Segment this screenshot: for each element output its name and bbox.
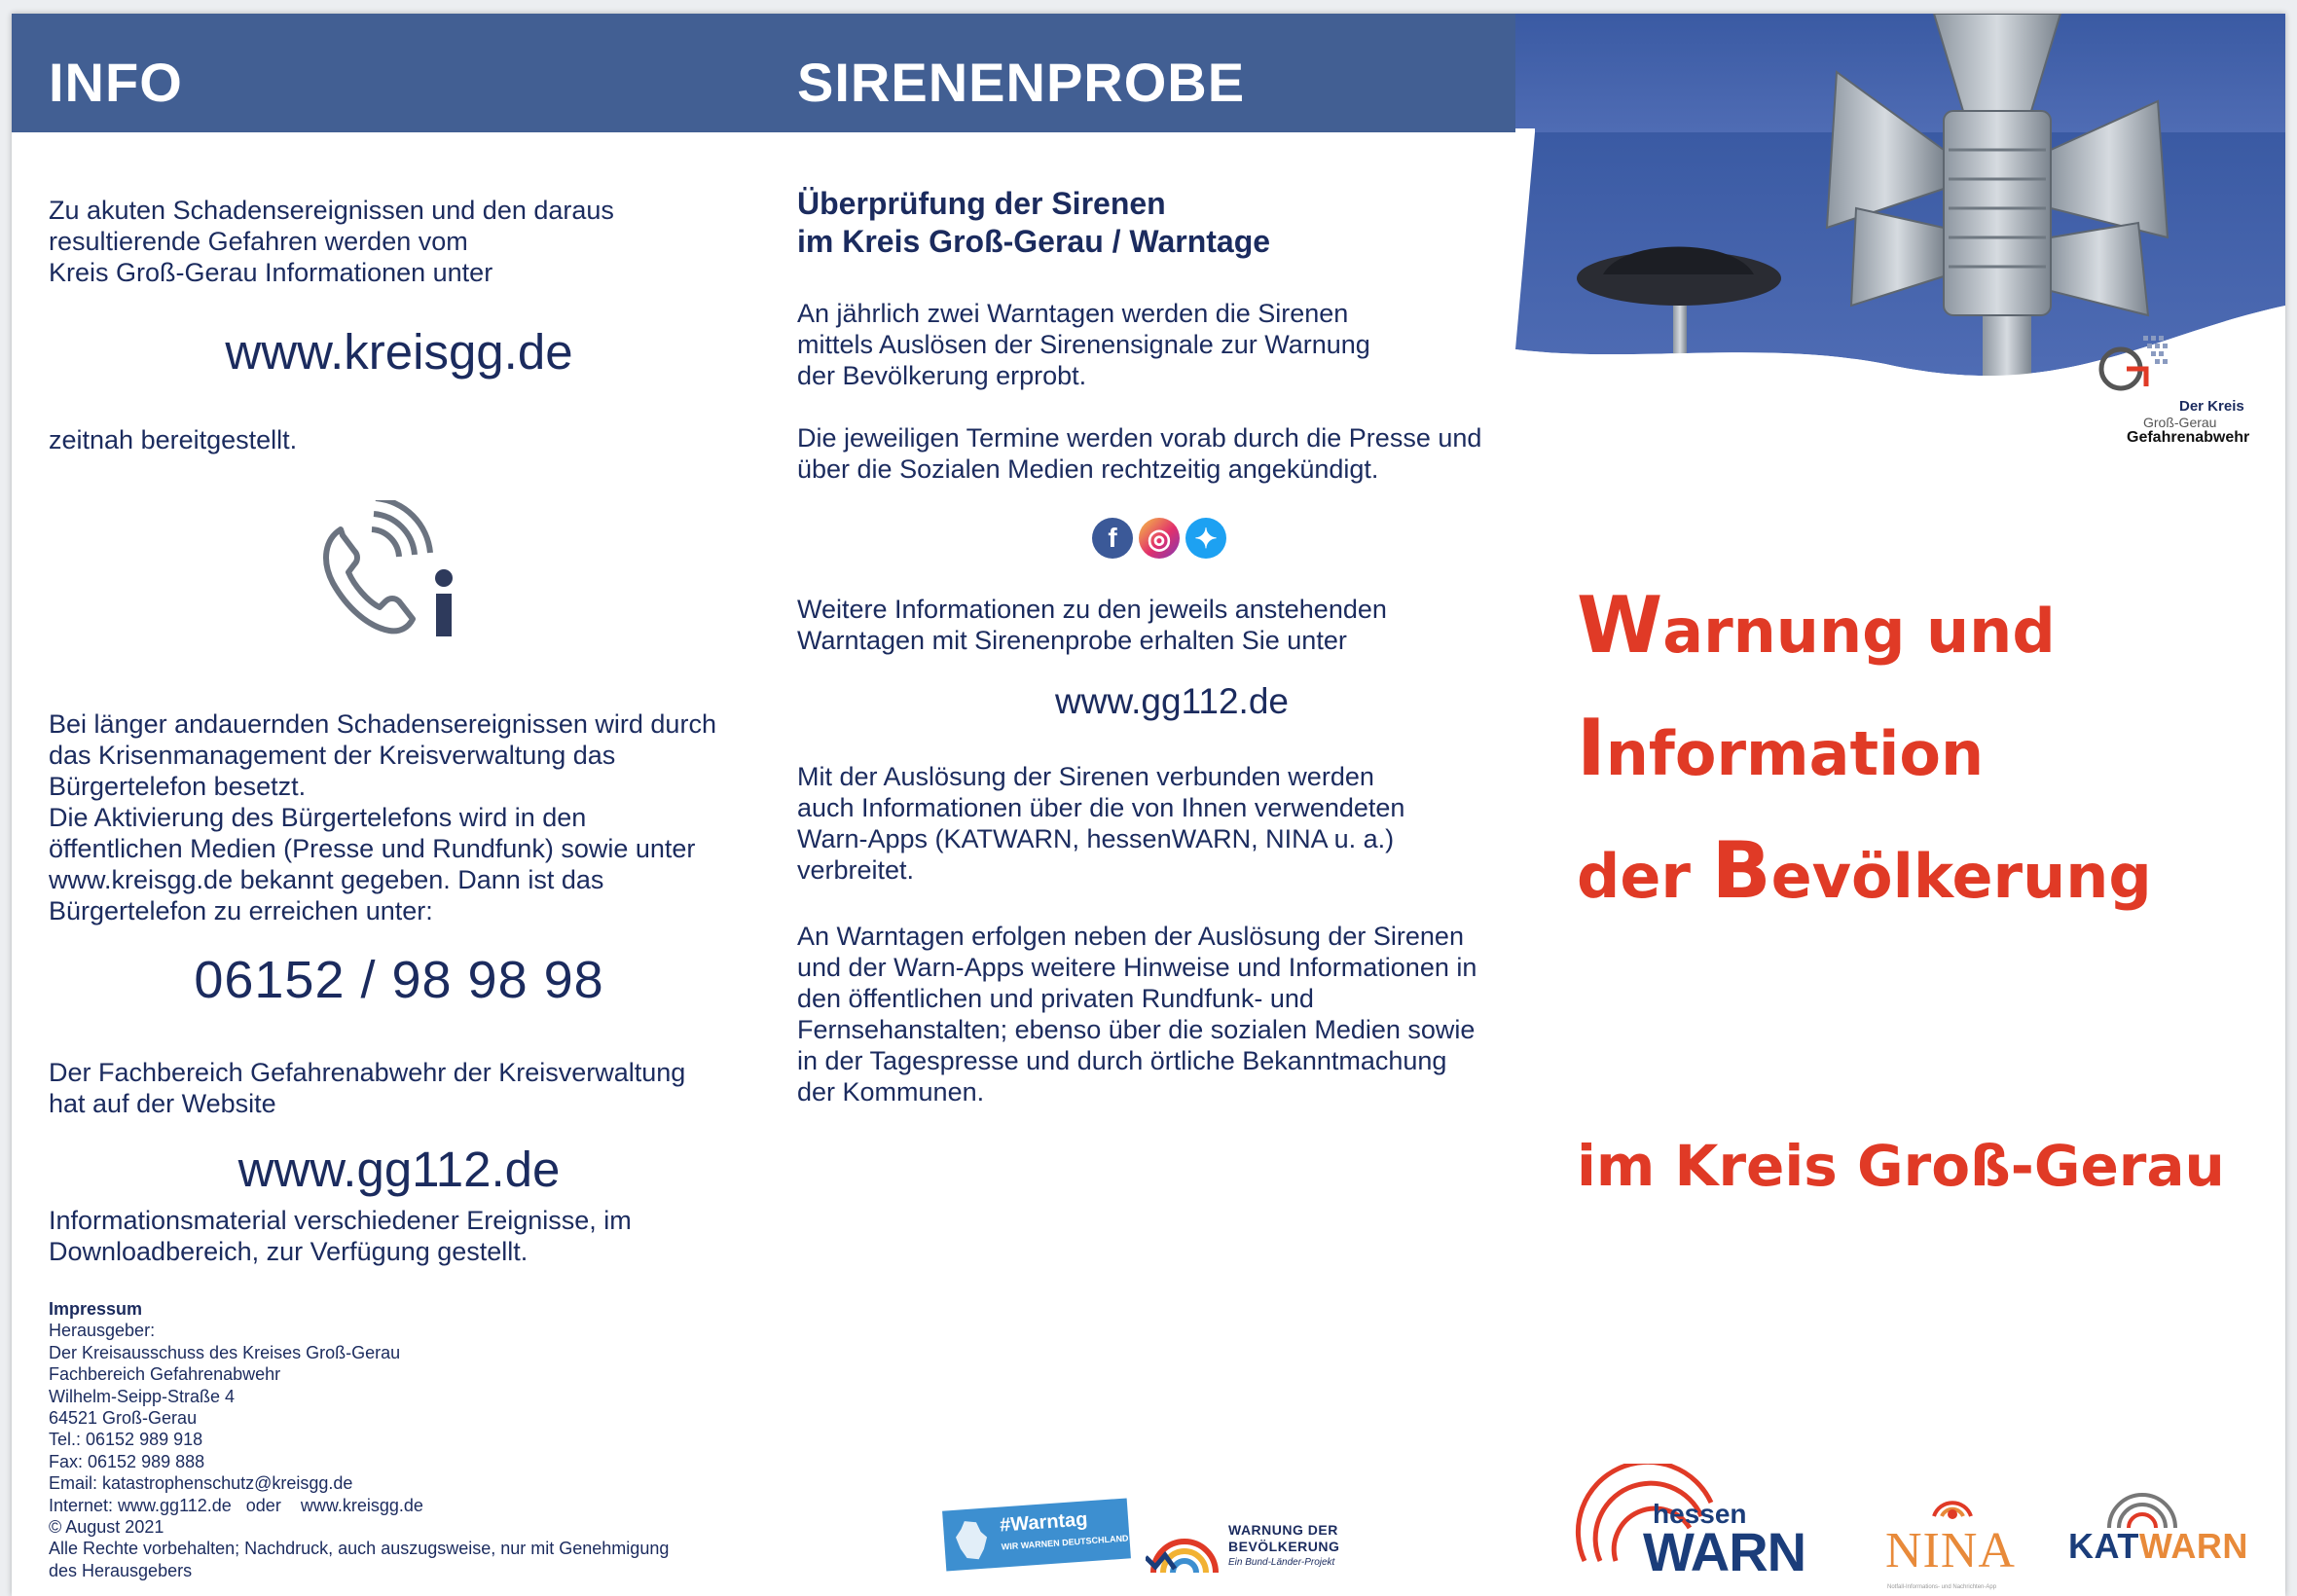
title-line-1: Warnung und xyxy=(1577,580,2056,671)
twitter-icon[interactable]: ✦ xyxy=(1185,518,1226,559)
logo-text-der-kreis: Der Kreis xyxy=(2179,398,2244,415)
facebook-icon[interactable]: f xyxy=(1092,518,1133,559)
impressum-heading: Impressum xyxy=(49,1299,143,1319)
siren-paragraph-3: Weitere Informationen zu den jeweils anstehenden Warntagen mit Sirenenprobe erhalten Sie unter xyxy=(797,595,1387,655)
sirenenprobe-heading: SIRENENPROBE xyxy=(797,52,1246,113)
logo-text-gefahrenabwehr: Gefahrenabwehr xyxy=(2127,429,2250,446)
instagram-icon[interactable]: ◎ xyxy=(1139,518,1180,559)
siren-subtitle: Überprüfung der Sirenen im Kreis Groß-Gerau / Warntage xyxy=(797,186,1271,259)
katwarn-logo: KATWARN xyxy=(2068,1483,2263,1580)
title-line-2: Information xyxy=(1577,703,1985,793)
siren-gg112-url[interactable]: www.gg112.de xyxy=(1055,681,1289,721)
buergertelefon-number[interactable]: 06152 / 98 98 98 xyxy=(194,951,604,1009)
germany-map-icon xyxy=(951,1517,993,1563)
nina-logo: NINA Notfall-Informations- und Nachrichten-App xyxy=(1885,1483,2022,1590)
hessenwarn-logo: hessen WARN xyxy=(1575,1464,1838,1580)
warntag-logo: #Warntag WIR WARNEN DEUTSCHLAND xyxy=(942,1498,1131,1571)
siren-paragraph-1: An jährlich zwei Warntagen werden die Sirenen mittels Auslösen der Sirenensignale zur Warnung der Bevölkerung erprobt. xyxy=(797,299,1370,390)
impressum: Impressum Herausgeber: Der Kreisausschuss des Kreises Groß-Gerau Fachbereich Gefahrenabwehr Wilhelm-Seipp-Straße 4 64521 Groß-Gerau Tel.: 06152 989 918 Fax: 06152 989 888 Email: katastrophenschutz@kreisgg.de Internet: www.gg112.de oder www.kreisgg.de © August 2021 Alle Rechte vorbehalten; Nachdruck, auch auszugsweise, nur mit Genehmigung des Herausgebers xyxy=(49,1298,749,1581)
siren-photo xyxy=(1515,14,2285,383)
info-download-text: Informationsmaterial verschiedener Ereignisse, im Downloadbereich, zur Verfügung gestellt. xyxy=(49,1206,632,1266)
title-line-3: der Bevölkerung xyxy=(1577,825,2152,916)
phone-info-icon xyxy=(304,500,479,646)
warnung-der-bevoelkerung-logo: WARNUNG DER BEVÖLKERUNG Ein Bund-Länder-Projekt xyxy=(1146,1512,1340,1580)
signal-waves-icon xyxy=(1146,1518,1223,1577)
info-heading: INFO xyxy=(49,52,183,113)
social-media-icons xyxy=(1092,518,1226,559)
siren-paragraph-5: An Warntagen erfolgen neben der Auslösung der Sirenen und der Warn-Apps weitere Hinweise und Informationen in den öffentlichen und privaten Rundfunk- und Fernsehanstalten; ebenso über die sozialen Medien sowie in der Tagespresse und durch örtliche Bekanntmachung der Kommunen. xyxy=(797,922,1477,1106)
brochure-sheet xyxy=(12,14,2285,1596)
katwarn-signal-icon xyxy=(2103,1483,2181,1530)
info-hotline-text: Bei länger andauernden Schadensereignissen wird durch das Krisenmanagement der Kreisverwaltung das Bürgertelefon besetzt. Die Aktivierung des Bürgertelefons wird in den öffentlichen Medien (Presse und Rundfunk) sowie unter www.kreisgg.de bekannt gegeben. Dann ist das Bürgertelefon zu erreichen unter: xyxy=(49,709,716,925)
info-intro: Zu akuten Schadensereignissen und den daraus resultierende Gefahren werden vom Kreis Groß-Gerau Informationen unter xyxy=(49,196,614,287)
kreis-gefahrenabwehr-logo xyxy=(2090,330,2250,446)
title-kreis-gross-gerau: im Kreis Groß-Gerau xyxy=(1577,1133,2225,1199)
logo-text-gross-gerau: Groß-Gerau xyxy=(2143,415,2217,430)
info-provided: zeitnah bereitgestellt. xyxy=(49,425,298,454)
gg112-url[interactable]: www.gg112.de xyxy=(237,1142,561,1197)
info-website-text: Der Fachbereich Gefahrenabwehr der Kreisverwaltung hat auf der Website xyxy=(49,1058,686,1118)
gg-logo-icon xyxy=(2090,330,2177,398)
nina-signal-icon xyxy=(1928,1483,1977,1522)
siren-paragraph-2: Die jeweiligen Termine werden vorab durch die Presse und über die Sozialen Medien rechtzeitig angekündigt. xyxy=(797,423,1482,484)
kreisgg-url[interactable]: www.kreisgg.de xyxy=(225,324,573,380)
siren-paragraph-4: Mit der Auslösung der Sirenen verbunden werden auch Informationen über die von Ihnen verwendeten Warn-Apps (KATWARN, hessenWARN, NINA u. a.) verbreitet. xyxy=(797,762,1405,885)
